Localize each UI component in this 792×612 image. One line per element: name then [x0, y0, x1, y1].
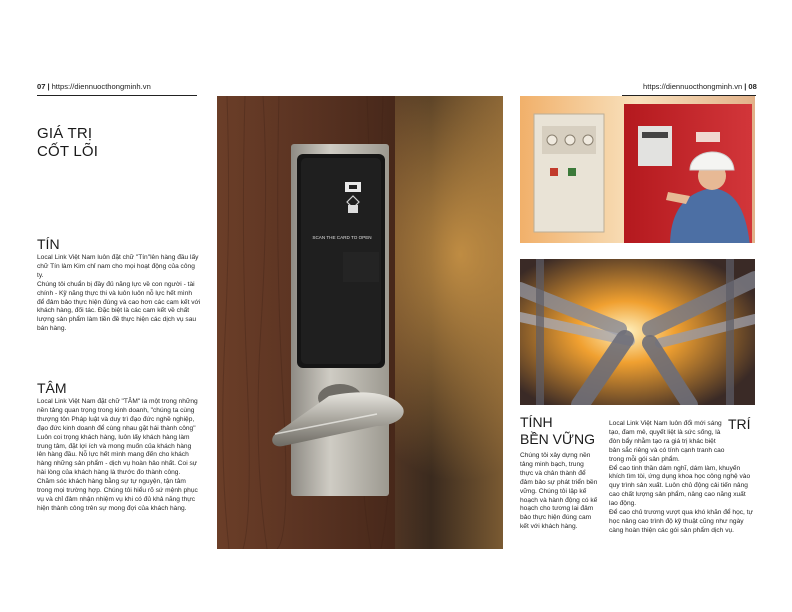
page-title-line-1: GIÁ TRỊ [37, 125, 93, 142]
section-title-tri: TRÍ [728, 416, 751, 432]
section-title-ben-vung [520, 414, 595, 448]
page-title [37, 125, 98, 161]
paragraph: Để cao chủ trương vượt qua khó khăn để học, tự học nâng cao trình độ kỹ thuật cũng như ngày càng hoàn thiện các gói sản phẩm dịch vụ. [609, 509, 753, 534]
section-text-tam [37, 398, 201, 514]
page-number-left: 07 [37, 82, 46, 91]
section-text-tri [609, 420, 755, 536]
section-title-line-1: TÍNH [520, 414, 553, 430]
paragraph: Chúng tôi chuẩn bị đầy đủ năng lực về con người - tài chính - Kỹ năng thực thi và luôn luôn nỗ lực hết mình để đảm bảo thực hiện đúng và cao hơn các cam kết với khách hàng, đối tác. Đặc biệt là các cam kết về chất lượng sản phẩm làm tiền đề thực hiện các dịch vụ sau bán hàng. [37, 280, 201, 333]
industrial-pipes-photo [520, 259, 755, 405]
paragraph: Local Link Việt Nam đặt chữ "TÂM" là một trong những nền tảng quan trọng trong kinh doanh, "chúng ta cùng thượng tôn Pháp luật và duy trì đạo đức nghề nghiệp, đạo đức kinh doanh để cùng nhau gặt hái thành công" [37, 398, 198, 432]
section-title-tin: TÍN [37, 236, 60, 252]
header-divider: | [47, 82, 50, 91]
section-text-ben-vung: Chúng tôi xây dựng nền tảng minh bạch, trung thực và chân thành để đảm bảo sự phát triển bền vững. Chúng tôi lập kế hoạch và hành động có kế hoạch cho tương lai đảm bảo thực hiện đúng cam kết với khách hàng. [520, 452, 598, 531]
header-divider: | [744, 82, 747, 91]
page-number-right: 08 [748, 82, 757, 91]
section-title-tam: TÂM [37, 380, 67, 396]
paragraph: Local Link Việt Nam luôn đổi mới sáng tạo, đam mê, quyết liệt là sức sống, là đòn bẩy nhằm tạo ra giá trị khác biệt bản sắc riêng và có tính cạnh tranh cao trong mỗi gói sản phẩm. [609, 420, 725, 463]
paragraph: Để cao tinh thần dám nghĩ, dám làm, khuyến khích tìm tòi, ứng dụng khoa học công nghệ vào quy trình sản xuất. Luôn chủ động cải tiến nâng cao chất lượng sản phẩm, nâng cao năng xuất lao động. [609, 464, 751, 508]
paragraph: Luôn coi trọng khách hàng, luôn lấy khách hàng làm trung tâm, đặt lợi ích và mong muốn của khách hàng lên hàng đầu. Nỗ lực hết mình mang đến cho khách hàng những sản phẩm - dịch vụ hoàn hảo nhất. Coi sự hài lòng của khách hàng là thước đo thành công. [37, 433, 198, 477]
section-text-tin [37, 254, 201, 334]
door-lock-photo [217, 96, 503, 549]
section-title-line-2: BỀN VỮNG [520, 431, 595, 447]
electrical-panel-photo [520, 96, 755, 243]
header-left [37, 82, 151, 91]
header-url-left[interactable]: https://diennuocthongminh.vn [51, 82, 151, 91]
lock-panel-text: SCAN THE CARD TO OPEN [312, 235, 372, 240]
page-title-line-2: CỐT LÕI [37, 143, 99, 160]
paragraph: Chăm sóc khách hàng bằng sự tự nguyện, tận tâm trong mọi trường hợp. Chúng tôi hiểu rõ sứ mệnh phục vụ và chỉ đảm nhận nhiệm vụ khi có đủ khả năng thực hiện thành công trên sự mong đợi của khách hàng. [37, 478, 198, 512]
paragraph: Local Link Việt Nam luôn đặt chữ "Tín"lên hàng đầu lấy chữ Tín làm Kim chỉ nam cho mọi hoạt động của công ty. [37, 254, 199, 279]
header-right [643, 82, 757, 91]
header-url-right[interactable]: https://diennuocthongminh.vn [643, 82, 743, 91]
header-rule-left [37, 95, 197, 96]
